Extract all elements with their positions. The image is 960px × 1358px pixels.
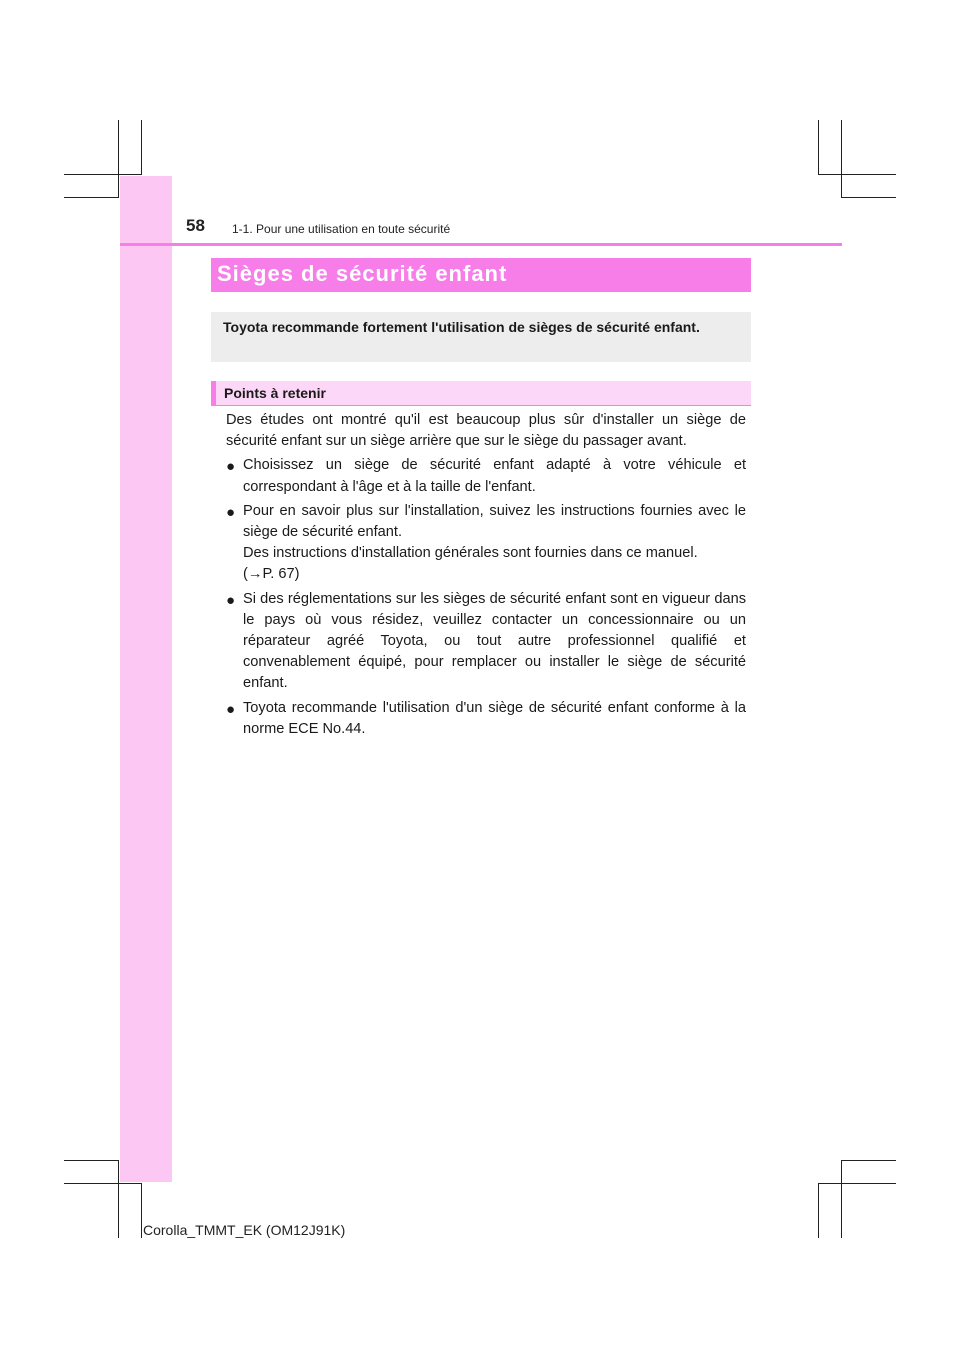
bullet-icon: ● [226, 503, 236, 521]
subsection-title: Points à retenir [224, 385, 326, 401]
crop-mark [141, 1183, 142, 1238]
crop-mark [818, 1183, 896, 1184]
chapter-tab-band [120, 176, 172, 1182]
subsection-header [211, 381, 751, 406]
list-item [226, 589, 746, 695]
crop-mark [841, 1160, 842, 1238]
crop-mark [841, 1160, 896, 1161]
header-rule [120, 243, 842, 246]
list-item-text: Toyota recommande l'utilisation d'un siège de sécurité enfant conforme à la norme ECE No.44. [243, 699, 746, 737]
subsection-accent [211, 381, 216, 405]
body-content [226, 410, 746, 740]
crop-mark [841, 120, 842, 198]
crop-mark [118, 120, 119, 198]
crop-mark [118, 1160, 119, 1238]
title-bar [211, 258, 751, 292]
crop-mark [64, 1160, 119, 1161]
list-item-text: Pour en savoir plus sur l'installation, suivez les instructions fournies avec le siège de sécurité enfant. [243, 502, 746, 541]
page-number: 58 [186, 216, 205, 235]
list-item [226, 698, 746, 740]
crop-mark [64, 174, 142, 175]
page-reference-link[interactable]: (→P. 67) [243, 566, 300, 583]
crop-mark [818, 120, 819, 175]
crop-mark [818, 174, 896, 175]
list-item [226, 501, 746, 586]
crop-mark [818, 1183, 819, 1238]
list-item-extra: Des instructions d'installation générales sont fournies dans ce manuel. [243, 545, 698, 562]
footer-document-id: Corolla_TMMT_EK (OM12J91K) [143, 1222, 346, 1238]
section-reference: 1-1. Pour une utilisation en toute sécurité [232, 222, 451, 236]
intro-box [211, 312, 751, 362]
page-title: Sièges de sécurité enfant [217, 261, 508, 286]
intro-text: Toyota recommande fortement l'utilisation de sièges de sécurité enfant. [223, 319, 700, 335]
crop-mark [64, 197, 119, 198]
bullet-icon: ● [226, 458, 236, 476]
list-item-text: Choisissez un siège de sécurité enfant adapté à votre véhicule et correspondant à l'âge et à la taille de l'enfant. [243, 457, 746, 495]
list-item [226, 455, 746, 497]
lead-paragraph: Des études ont montré qu'il est beaucoup plus sûr d'installer un siège de sécurité enfant sur un siège arrière que sur le siège du passager avant. [226, 412, 746, 450]
list-item-text: Si des réglementations sur les sièges de sécurité enfant sont en vigueur dans le pays où vous résidez, veuillez contacter un concessionnaire ou un réparateur agréé Toyota, ou tout autre professionnel qualifié et convenablement équipé, pour remplacer ou installer le siège de sécurité enfant. [243, 590, 746, 692]
bullet-icon: ● [226, 700, 236, 718]
crop-mark [141, 120, 142, 175]
bullet-icon: ● [226, 591, 236, 609]
crop-mark [64, 1183, 142, 1184]
crop-mark [841, 197, 896, 198]
